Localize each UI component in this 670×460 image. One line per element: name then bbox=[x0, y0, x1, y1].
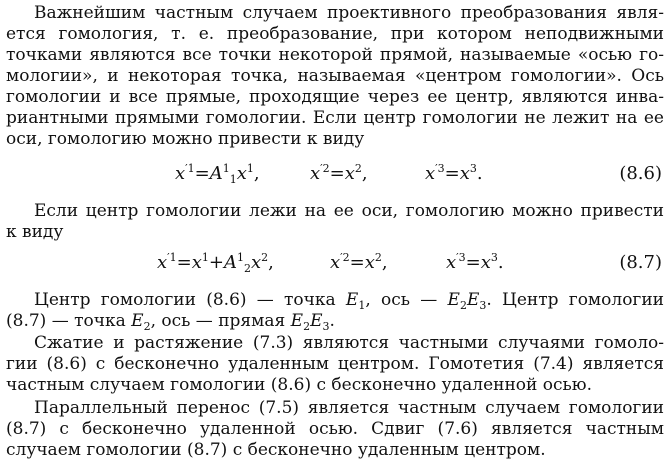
text-line: гии (8.6) с бесконечно удаленным центром. Гомотетия (7.4) является bbox=[6, 354, 664, 374]
superscript: 1 bbox=[201, 251, 209, 264]
text-line: (8.7) — точка $E_2$, ось — прямая $E_2E_3$. bbox=[6, 311, 335, 333]
equals-sign: = bbox=[465, 252, 481, 273]
superscript: 1 bbox=[222, 162, 230, 175]
superscript: ′2 bbox=[340, 251, 350, 264]
symbol-x: x bbox=[425, 163, 436, 184]
equation-term bbox=[425, 162, 483, 186]
comma: , bbox=[268, 252, 274, 273]
equals-sign: = bbox=[329, 163, 345, 184]
symbol-x: x bbox=[459, 163, 470, 184]
superscript: ′3 bbox=[456, 251, 466, 264]
text-line: Центр гомологии (8.6) — точка $E_1$, ось — $E_2E_3$. Центр гомологии bbox=[34, 290, 664, 312]
superscript: 3 bbox=[469, 162, 477, 175]
subscript: 3 bbox=[479, 299, 487, 312]
subscript: 2 bbox=[244, 262, 251, 275]
superscript: ′1 bbox=[185, 162, 195, 175]
equals-sign: = bbox=[176, 252, 192, 273]
equation-number: (8.7) bbox=[619, 252, 662, 273]
equation-term bbox=[175, 162, 260, 186]
symbol-E: E bbox=[466, 290, 480, 310]
symbol-x: x bbox=[330, 252, 341, 273]
symbol-E: E bbox=[131, 311, 144, 331]
text-line: ется гомология, т. е. преобразование, при котором неподвижными bbox=[6, 24, 664, 44]
subscript: 1 bbox=[229, 173, 237, 186]
comma: , bbox=[253, 163, 260, 184]
superscript: 2 bbox=[354, 162, 362, 175]
superscript: ′3 bbox=[435, 162, 445, 175]
text-line: случаем гомологии (8.7) с бесконечно удаленным центром. bbox=[6, 440, 546, 460]
symbol-E: E bbox=[310, 311, 323, 331]
symbol-x: x bbox=[310, 163, 321, 184]
symbol-E: E bbox=[345, 290, 359, 310]
text-line: оси, гомологию можно привести к виду bbox=[6, 129, 365, 149]
symbol-x: x bbox=[364, 252, 375, 273]
subscript: 2 bbox=[459, 299, 467, 312]
symbol-x: x bbox=[344, 163, 355, 184]
equation-term bbox=[446, 251, 504, 275]
text-line: Сжатие и растяжение (7.3) являются частными случаями гомоло- bbox=[34, 333, 664, 353]
superscript: 2 bbox=[374, 251, 382, 264]
equation-8-7 bbox=[0, 251, 670, 275]
superscript: ′2 bbox=[320, 162, 330, 175]
symbol-x: x bbox=[446, 252, 457, 273]
comma: , bbox=[381, 252, 388, 273]
period: . bbox=[476, 163, 483, 184]
equals-sign: = bbox=[349, 252, 365, 273]
superscript: 1 bbox=[237, 251, 244, 264]
superscript: 2 bbox=[261, 251, 269, 264]
subscript: 3 bbox=[322, 320, 330, 333]
text-line: Если центр гомологии лежи на ее оси, гомологию можно привести bbox=[34, 201, 664, 221]
text-line: (8.7) с бесконечно удаленной осью. Сдвиг (7.6) является частным bbox=[6, 419, 664, 439]
symbol-A: A bbox=[209, 163, 223, 184]
superscript: 3 bbox=[490, 251, 498, 264]
equation-8-6 bbox=[0, 162, 670, 186]
symbol-A: A bbox=[224, 252, 237, 273]
comma: , bbox=[361, 163, 368, 184]
text-line: частным случаем гомологии (8.6) с бесконечно удаленной осью. bbox=[6, 375, 592, 395]
text-line: риантными прямыми гомологии. Если центр гомологии не лежит на ее bbox=[6, 108, 664, 128]
superscript: 1 bbox=[246, 162, 254, 175]
text-line: Важнейшим частным случаем проективного преобразования явля- bbox=[34, 3, 664, 23]
subscript: 1 bbox=[358, 299, 366, 312]
text-line: Параллельный перенос (7.5) является частным случаем гомологии bbox=[34, 398, 664, 418]
symbol-x: x bbox=[157, 252, 168, 273]
text-line: точками являются все точки некоторой прямой, называемые «осью го- bbox=[6, 45, 664, 65]
equation-term bbox=[330, 251, 388, 275]
subscript: 2 bbox=[303, 320, 311, 333]
plus-sign: + bbox=[208, 252, 224, 273]
text-line: гомологии и все прямые, проходящие через ее центр, являются инва- bbox=[6, 87, 664, 107]
symbol-x: x bbox=[480, 252, 491, 273]
symbol-x: x bbox=[175, 163, 186, 184]
symbol-x: x bbox=[236, 163, 247, 184]
equation-number: (8.6) bbox=[619, 163, 662, 184]
equals-sign: = bbox=[444, 163, 460, 184]
subscript: 2 bbox=[143, 320, 151, 333]
text-line: мологии», и некоторая точка, называемая «центром гомологии». Ось bbox=[6, 66, 664, 86]
symbol-E: E bbox=[447, 290, 460, 310]
text-line: к виду bbox=[6, 222, 64, 242]
symbol-x: x bbox=[191, 252, 202, 273]
symbol-x: x bbox=[251, 252, 262, 273]
equation-term bbox=[310, 162, 368, 186]
symbol-E: E bbox=[290, 311, 304, 331]
superscript: ′1 bbox=[167, 251, 177, 264]
period: . bbox=[497, 252, 504, 273]
equation-term bbox=[157, 251, 274, 275]
equals-sign: = bbox=[194, 163, 210, 184]
